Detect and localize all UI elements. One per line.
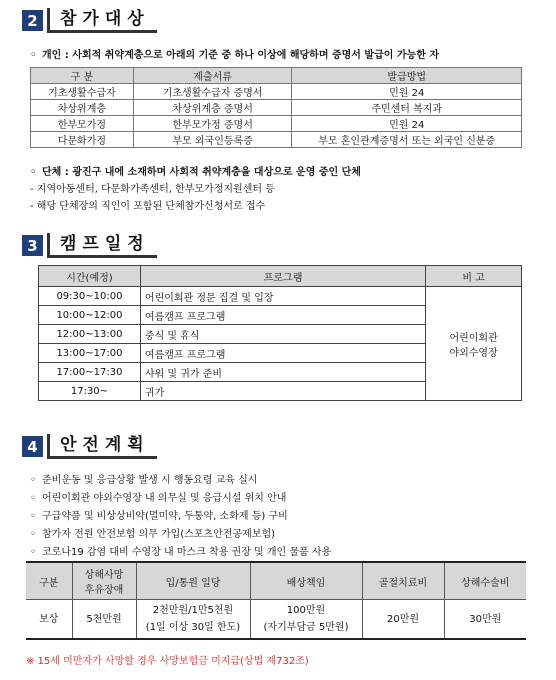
cell-line: (자기부담금 5만원): [263, 622, 349, 633]
group-sub-item: - 지역아동센터, 다문화가족센터, 한부모가정지원센터 등: [30, 184, 275, 195]
safety-item-text: 코로나19 감염 대비 수영장 내 마스크 착용 권장 및 개인 물품 사용: [42, 547, 332, 558]
program-cell: 귀가: [140, 382, 425, 401]
column-header: 입/통원 일당: [136, 562, 250, 600]
table-cell: 30만원: [444, 600, 526, 640]
table-row: [31, 84, 522, 100]
column-header: 발급방법: [292, 68, 522, 84]
table-cell: [136, 600, 250, 640]
table-header-row: [39, 266, 522, 287]
safety-item: [30, 489, 286, 504]
table-cell: 민원 24: [292, 84, 522, 100]
bullet-icon: ◦: [30, 511, 36, 522]
safety-item-text: 준비운동 및 응급상황 발생 시 행동요령 교육 실시: [42, 475, 258, 486]
header-line: 후유장애: [84, 585, 124, 596]
section-number: 2: [22, 10, 43, 31]
table-cell: 부모 외국인등록증: [133, 132, 292, 148]
column-header: [72, 562, 136, 600]
table-row: [31, 100, 522, 116]
time-cell: 12:00~13:00: [39, 325, 141, 344]
safety-item: [30, 543, 331, 558]
table-cell: 차상위계층 증명서: [133, 100, 292, 116]
safety-item: [30, 471, 257, 486]
bullet-icon: ◦: [30, 167, 37, 178]
table-cell: 5천만원: [72, 600, 136, 640]
table-cell: 한부모가정: [31, 116, 134, 132]
bullet-icon: ◦: [30, 475, 36, 486]
program-cell: 여름캠프 프로그램: [140, 344, 425, 363]
column-header: 비 고: [426, 266, 522, 287]
table-header-row: [31, 68, 522, 84]
table-cell: 부모 혼인관계증명서 또는 외국인 신분증: [292, 132, 522, 148]
bullet-icon: ◦: [30, 529, 36, 540]
safety-item-text: 참가자 전원 안전보험 의무 가입(스포츠안전공제보험): [42, 529, 276, 540]
bullet-icon: ◦: [30, 50, 37, 61]
table-cell: 기초생활수급자 증명서: [133, 84, 292, 100]
safety-item: [30, 525, 275, 540]
cell-line: 2천만원/1만5천원: [152, 605, 234, 616]
time-cell: 10:00~12:00: [39, 306, 141, 325]
column-header: 프로그램: [140, 266, 425, 287]
table-cell: 민원 24: [292, 116, 522, 132]
section-title: 참가대상: [47, 8, 157, 33]
table-cell: 다문화가정: [31, 132, 134, 148]
column-header: 구분: [26, 562, 72, 600]
remark-line: 어린이회관: [449, 332, 498, 344]
table-row: [26, 600, 526, 640]
footnote: ※ 15세 미만자가 사망할 경우 사망보험금 미지급(상법 제732조): [26, 656, 309, 667]
table-cell: 기초생활수급자: [31, 84, 134, 100]
table-row: [31, 132, 522, 148]
column-header: 상해수술비: [444, 562, 526, 600]
header-line: 상해사망: [84, 570, 124, 581]
table-header-row: [26, 562, 526, 600]
cell-line: (1일 이상 30일 한도): [145, 622, 241, 633]
bullet-icon: ◦: [30, 493, 36, 504]
table-row: [31, 116, 522, 132]
table-cell: 차상위계층: [31, 100, 134, 116]
safety-item: [30, 507, 288, 522]
section-4-header: [22, 434, 157, 459]
eligibility-table: [30, 67, 522, 148]
program-cell: 중식 및 휴식: [140, 325, 425, 344]
program-cell: 여름캠프 프로그램: [140, 306, 425, 325]
time-cell: 17:30~: [39, 382, 141, 401]
individual-text: 개인 : 사회적 취약계층으로 아래의 기준 중 하나 이상에 해당하며 증명서 발급이 가능한 자: [42, 50, 440, 61]
section-2-header: [22, 8, 157, 33]
insurance-table: [26, 561, 526, 640]
section-title: 캠프일정: [47, 233, 157, 258]
eligibility-group-line: [30, 163, 361, 178]
group-text: 단체 : 광진구 내에 소재하며 사회적 취약계층을 대상으로 운영 중인 단체: [42, 167, 361, 178]
column-header: 골절치료비: [362, 562, 444, 600]
section-number: 3: [22, 235, 43, 256]
table-row: [39, 287, 522, 306]
table-cell: 주민센터 복지과: [292, 100, 522, 116]
eligibility-individual-line: [30, 46, 439, 61]
column-header: 배상책임: [250, 562, 362, 600]
section-3-header: [22, 233, 157, 258]
table-cell: [250, 600, 362, 640]
table-cell: 20만원: [362, 600, 444, 640]
time-cell: 13:00~17:00: [39, 344, 141, 363]
schedule-table: [38, 265, 522, 401]
column-header: 시간(예정): [39, 266, 141, 287]
section-number: 4: [22, 436, 43, 457]
table-cell: 보상: [26, 600, 72, 640]
time-cell: 17:00~17:30: [39, 363, 141, 382]
safety-item-text: 어린이회관 야외수영장 내 의무실 및 응급시설 위치 안내: [42, 493, 287, 504]
group-sub-item: - 해당 단체장의 직인이 포함된 단체참가신청서로 접수: [30, 201, 266, 212]
cell-line: 100만원: [286, 605, 326, 616]
remark-cell: [426, 287, 522, 401]
program-cell: 샤워 및 귀가 준비: [140, 363, 425, 382]
table-cell: 한부모가정 증명서: [133, 116, 292, 132]
column-header: 구 분: [31, 68, 134, 84]
time-cell: 09:30~10:00: [39, 287, 141, 306]
program-cell: 어린이회관 정문 집결 및 입장: [140, 287, 425, 306]
column-header: 제출서류: [133, 68, 292, 84]
section-title: 안전계획: [47, 434, 157, 459]
bullet-icon: ◦: [30, 547, 36, 558]
remark-line: 야외수영장: [449, 347, 498, 359]
safety-item-text: 구급약품 및 비상상비약(멀미약, 두통약, 소화제 등) 구비: [42, 511, 288, 522]
